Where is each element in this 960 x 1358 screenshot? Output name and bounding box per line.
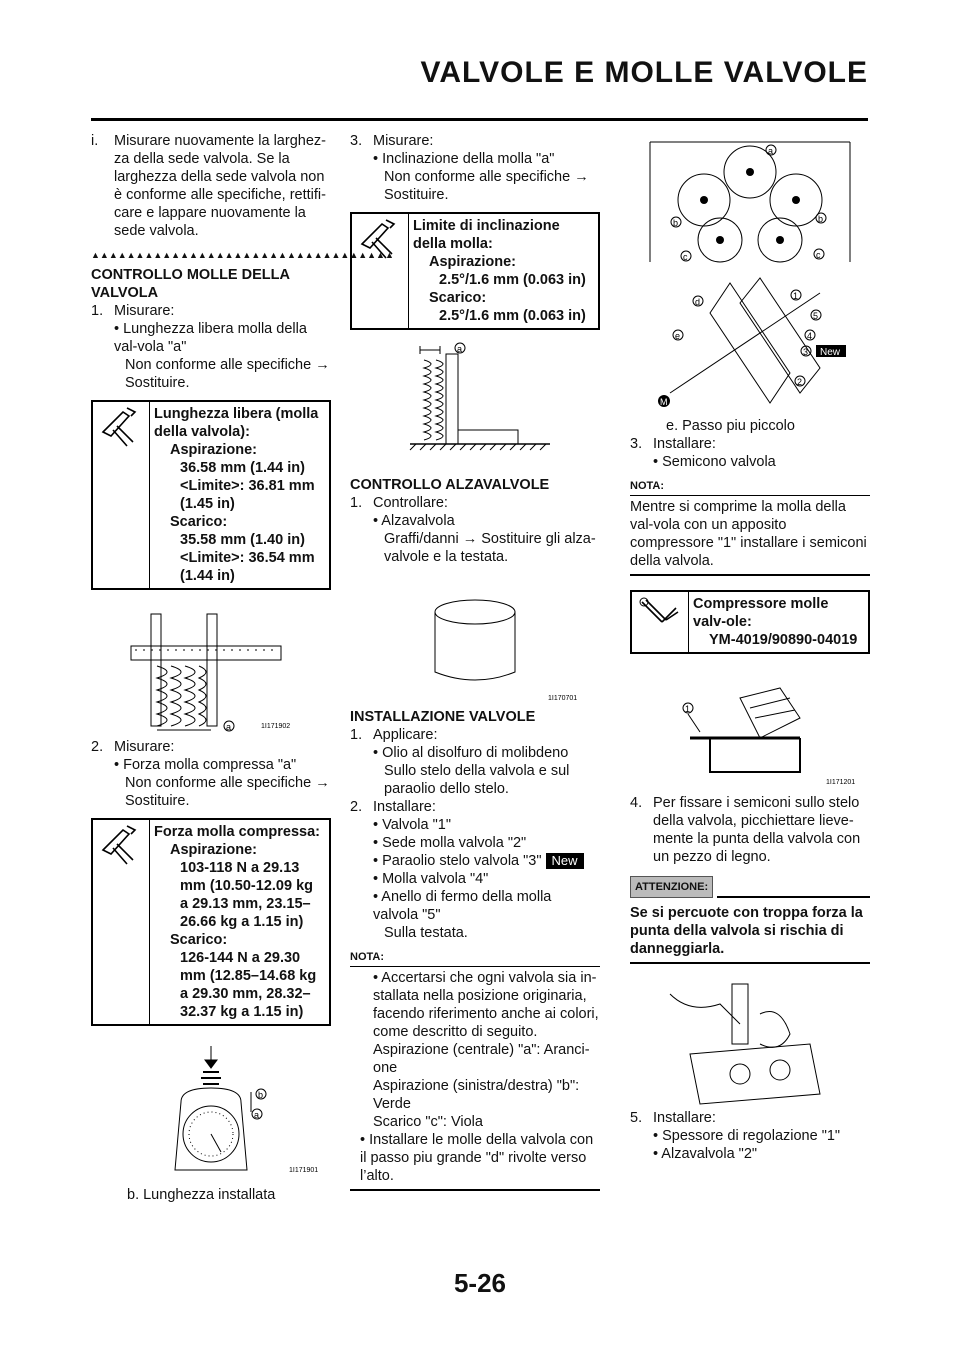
- bullet-text: • Alzavalvola "2": [653, 1146, 758, 1162]
- note-header: [630, 477, 870, 496]
- bullet-text: • Anello di fermo della molla valvola "5": [373, 889, 552, 923]
- column-2: [350, 132, 600, 1191]
- caliper-spec-icon: [93, 402, 150, 588]
- bullet-text: • Spessore di regolazione "1": [653, 1128, 841, 1144]
- bullet-text: • Valvola "1": [373, 817, 451, 833]
- figure-label-c: c: [816, 250, 821, 260]
- caution-label: ATTENZIONE:: [630, 876, 713, 898]
- step-text: Misurare nuovamente la larghez-za della sede valvola. Se la larghezza della sede valvola non è conforme alle specifiche, rettifi-care e lappare nuovamente la sede valvola.: [114, 133, 326, 239]
- check-step-1: [350, 494, 600, 512]
- step-number: 2.: [350, 799, 363, 815]
- figure-label-b: b: [673, 218, 679, 228]
- figure-label-5: 5: [813, 311, 819, 321]
- figure-spring-scale: [91, 1042, 331, 1182]
- step-3-install: [630, 435, 870, 453]
- spec-value: 126-144 N a 29.30 mm (12.85–14.68 kg a 29.30 mm, 28.32–32.37 kg a 1.15 in): [180, 950, 317, 1020]
- figure-code: 1I170701: [548, 695, 578, 702]
- step-label: Installare:: [653, 1110, 716, 1126]
- note-text: Mentre si comprime la molla della val-vola con un apposito compressore "1" installare i semiconi della valvola.: [630, 499, 867, 569]
- figure-spring-compressor: [630, 668, 870, 788]
- figure-label-c: c: [683, 252, 688, 262]
- spec-label: Aspirazione:: [170, 442, 258, 458]
- figure-label-b: b: [258, 1090, 264, 1100]
- step-text: Per fissare i semiconi sullo stelo della valvola, picchiettare lieve-mente la punta della valvola con un pezzo di legno.: [653, 795, 861, 865]
- step-label: Misurare:: [114, 303, 175, 319]
- section-start-triangles: ▲▲▲▲▲▲▲▲▲▲▲▲▲▲▲▲▲▲▲▲▲▲▲▲▲▲▲▲▲▲▲▲▲▲: [91, 250, 394, 260]
- step-i: [91, 132, 331, 240]
- step-number: 1.: [350, 727, 363, 743]
- step-label: Installare:: [373, 799, 436, 815]
- step-number: 3.: [350, 133, 363, 149]
- figure-label-2: 2: [797, 377, 803, 387]
- step-label: Misurare:: [373, 133, 434, 149]
- spec-limit: <Limite>: 36.54 mm (1.44 in): [180, 550, 315, 584]
- bullet-text: Non conforme alle specifiche → Sostituire.: [125, 775, 330, 809]
- step-5: [630, 1109, 870, 1127]
- install-step-1: [350, 726, 600, 744]
- figure-label-a: a: [768, 146, 774, 156]
- note-text: • Accertarsi che ogni valvola sia in-stallata nella posizione originaria, facendo riferimento anche ai colori, come descritto di seguito.: [373, 970, 599, 1040]
- tool-spec-icon: [632, 592, 689, 652]
- spec-title: Forza molla compressa:: [154, 824, 320, 840]
- section-heading: CONTROLLO MOLLE DELLA VALVOLA: [91, 267, 290, 301]
- new-part-badge: New: [820, 347, 841, 358]
- figure-label-1: 1: [793, 291, 799, 301]
- figure-tap-valve: [630, 974, 870, 1109]
- step-number: 4.: [630, 795, 643, 811]
- section-heading: INSTALLAZIONE VALVOLE: [350, 709, 536, 725]
- note-text: Aspirazione (sinistra/destra) "b": Verde: [373, 1078, 580, 1112]
- page-number: 5-26: [453, 1268, 507, 1298]
- figure-label-b: b: [818, 214, 824, 224]
- note-text: • Installare le molle della valvola con il passo piu grande "d" rivolte verso l’alto.: [360, 1132, 594, 1184]
- spec-title: Lunghezza libera (molla della valvola):: [154, 406, 319, 440]
- figure-code: 1I171902: [261, 723, 291, 730]
- spec-box-free-length: [91, 400, 331, 590]
- spec-label: Scarico:: [429, 290, 487, 306]
- figure-spring-tilt: [350, 340, 600, 470]
- spec-box-compressed-force: [91, 818, 331, 1026]
- step-label: Applicare:: [373, 727, 438, 743]
- figure-caption: b. Lunghezza installata: [127, 1187, 276, 1203]
- bullet-text: • Paraolio stelo valvola "3": [373, 853, 542, 869]
- step-label: Installare:: [653, 436, 716, 452]
- section-heading: CONTROLLO ALZAVALVOLE: [350, 477, 550, 493]
- note-text: Scarico "c": Viola: [373, 1114, 483, 1130]
- spec-limit: <Limite>: 36.81 mm (1.45 in): [180, 478, 315, 512]
- bullet-text: • Molla valvola "4": [373, 871, 489, 887]
- spec-value: 36.58 mm (1.44 in): [180, 460, 305, 476]
- bullet-text: Non conforme alle specifiche → Sostituire.: [125, 357, 330, 391]
- spec-box-spring-tilt: [350, 212, 600, 330]
- bullet-text: • Forza molla compressa "a": [114, 757, 297, 773]
- page-header-title: VALVOLE E MOLLE VALVOLE: [420, 56, 868, 89]
- caliper-spec-icon: [352, 214, 409, 328]
- figure-caliper-spring: [91, 606, 331, 736]
- figure-label-d: d: [695, 297, 701, 307]
- spec-box-compressor-tool: [630, 590, 870, 654]
- spec-value: 2.5°/1.6 mm (0.063 in): [439, 272, 586, 288]
- step-3: [350, 132, 600, 150]
- figure-valve-spring-assembly: [630, 273, 870, 413]
- spec-title: Compressore molle valv-ole:: [693, 596, 829, 630]
- caution-header: [630, 876, 870, 898]
- note-header: [350, 948, 600, 967]
- step-number: 1.: [350, 495, 363, 511]
- figure-valve-lifter: [350, 572, 600, 702]
- step-label: Controllare:: [373, 495, 448, 511]
- bullet-text: Graffi/danni → Sostituire gli alza-valvole e la testata.: [384, 531, 596, 565]
- column-3: [630, 132, 870, 1163]
- spec-label: Scarico:: [170, 932, 228, 948]
- step-label: Misurare:: [114, 739, 175, 755]
- bullet-text: • Lunghezza libera molla della val-vola "a": [114, 321, 307, 355]
- new-part-badge: New: [546, 853, 584, 869]
- step-number: 1.: [91, 303, 104, 319]
- spec-value: 103-118 N a 29.13 mm (10.50-12.09 kg a 29.13 mm, 23.15–26.66 kg a 1.15 in): [180, 860, 313, 930]
- note-label: NOTA:: [630, 477, 668, 495]
- spec-title: Limite di inclinazione della molla:: [413, 218, 560, 252]
- figure-label-4: 4: [807, 331, 813, 341]
- figure-label-a: a: [457, 344, 463, 354]
- step-number: 3.: [630, 436, 643, 452]
- note-text: Aspirazione (centrale) "a": Aranci-one: [373, 1042, 590, 1076]
- note-label: NOTA:: [350, 948, 388, 966]
- header-rule: [91, 118, 868, 121]
- spec-label: Scarico:: [170, 514, 228, 530]
- figure-label-a: a: [254, 1110, 260, 1120]
- spec-value: YM-4019/90890-04019: [709, 632, 858, 648]
- bullet-text: Sulla testata.: [384, 925, 468, 941]
- figure-caption: e. Passo piu piccolo: [666, 418, 795, 434]
- figure-label-e: e: [675, 331, 681, 341]
- figure-label-1: 1: [685, 704, 691, 714]
- spec-value: 2.5°/1.6 mm (0.063 in): [439, 308, 586, 324]
- bullet-text: • Alzavalvola: [373, 513, 455, 529]
- bullet-text: • Olio al disolfuro di molibdeno: [373, 745, 569, 761]
- step-number: 2.: [91, 739, 104, 755]
- figure-code: 1I171901: [289, 1167, 319, 1174]
- note-end-rule: [350, 1189, 600, 1191]
- bullet-text: • Sede molla valvola "2": [373, 835, 527, 851]
- figure-cylinder-head-valves: [630, 132, 870, 267]
- figure-code: 1I171201: [826, 779, 856, 786]
- step-number: 5.: [630, 1110, 643, 1126]
- figure-label-a: a: [226, 722, 232, 732]
- bullet-text: • Inclinazione della molla "a": [373, 151, 555, 167]
- spec-value: 35.58 mm (1.40 in): [180, 532, 305, 548]
- note-end-rule: [630, 574, 870, 576]
- bullet-text: Sullo stelo della valvola e sul paraolio dello stelo.: [384, 763, 570, 797]
- figure-label-m: M: [660, 397, 668, 407]
- bullet-text: Non conforme alle specifiche → Sostituire.: [384, 169, 589, 203]
- caution-text: Se si percuote con troppa forza la punta della valvola si rischia di danneggiarla.: [630, 905, 863, 957]
- spec-label: Aspirazione:: [170, 842, 258, 858]
- step-2: [91, 738, 331, 756]
- caliper-spec-icon: [93, 820, 150, 1024]
- install-step-2: [350, 798, 600, 816]
- figure-label-3: 3: [803, 347, 809, 357]
- bullet-text: • Semicono valvola: [653, 454, 776, 470]
- step-number: i.: [91, 133, 99, 149]
- caution-end-rule: [630, 962, 870, 964]
- step-4: [630, 794, 870, 866]
- step-1: [91, 302, 331, 320]
- spec-label: Aspirazione:: [429, 254, 517, 270]
